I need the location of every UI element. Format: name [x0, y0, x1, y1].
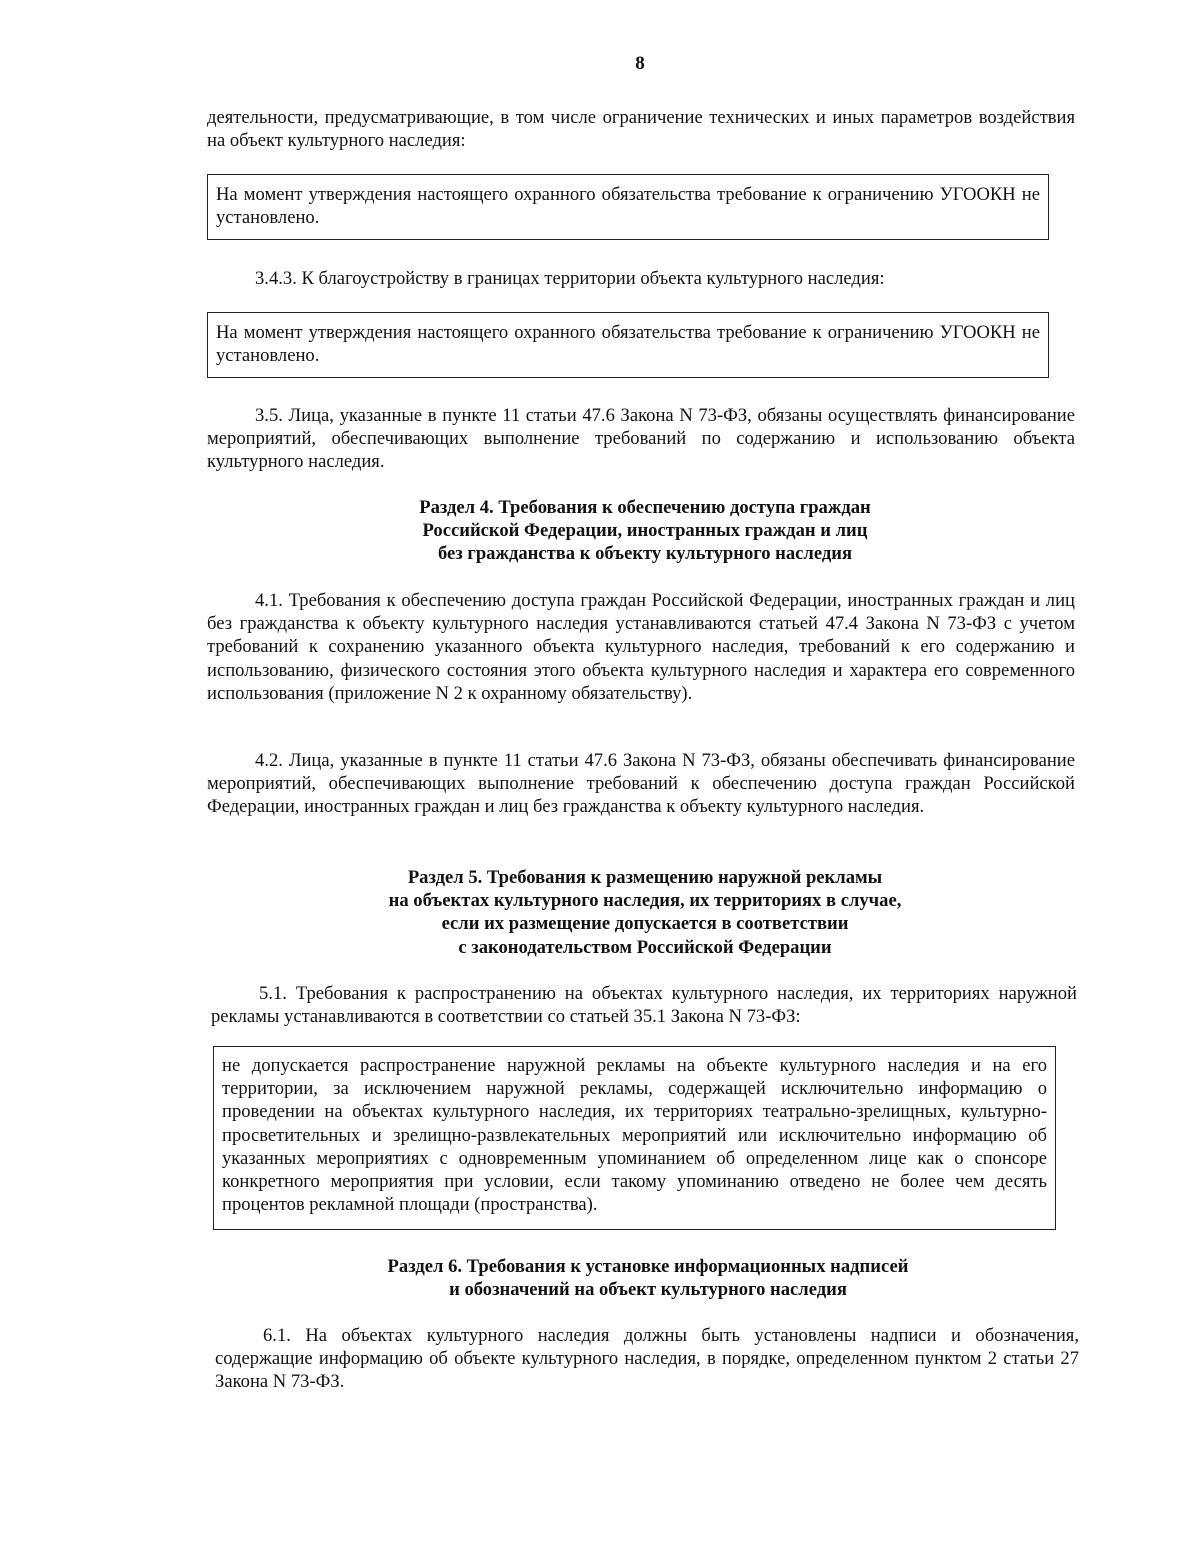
clause-3-5: 3.5. Лица, указанные в пункте 11 статьи 47.6 Закона N 73-ФЗ, обязаны осуществлять финансирование мероприятий, обеспечивающих выполнение требований по содержанию и использованию объекта культурного наследия. — [207, 405, 1075, 473]
clause-4-1: 4.1. Требования к обеспечению доступа граждан Российской Федерации, иностранных граждан и лиц без гражданства к объекту культурного наследия устанавливаются статьей 47.4 Закона N 73-ФЗ с учетом требований к сохранению указанного объекта культурного наследия, требований к его содержанию и использованию, физического состояния этого объекта культурного наследия и характера его современного использования (приложение N 2 к охранному обязательству). — [207, 590, 1075, 704]
section-5-heading — [195, 866, 1095, 959]
requirement-box-3-text: не допускается распространение наружной рекламы на объекте культурного наследия и на его территории, за исключением наружной рекламы, содержащей исключительно информацию о проведении на объектах культурного наследия, их территориях театрально-зрелищных, культурно-просветительных и зрелищно-развлекательных мероприятий или исключительно информацию об указанных мероприятиях с одновременным упоминанием об определенном лице как о спонсоре конкретного мероприятия при условии, если такому упоминанию отведено не более чем десять процентов рекламной площади (пространства). — [222, 1055, 1047, 1216]
requirement-box-1-text: На момент утверждения настоящего охранного обязательства требование к ограничению УГООКН не установлено. — [216, 184, 1040, 229]
section-4-heading — [195, 496, 1095, 566]
section-6-heading — [198, 1255, 1098, 1301]
requirement-box-2-text: На момент утверждения настоящего охранного обязательства требование к ограничению УГООКН не установлено. — [216, 322, 1040, 367]
section-5-heading-line: Раздел 5. Требования к размещению наружной рекламы — [407, 867, 883, 888]
section-6-heading-line: Раздел 6. Требования к установке информационных надписей — [387, 1256, 909, 1277]
intro-paragraph: деятельности, предусматривающие, в том числе ограничение технических и иных параметров воздействия на объект культурного наследия: — [207, 107, 1075, 152]
requirement-box-2 — [207, 312, 1049, 378]
clause-3-4-3: 3.4.3. К благоустройству в границах территории объекта культурного наследия: — [255, 268, 885, 289]
clause-5-1: 5.1. Требования к распространению на объектах культурного наследия, их территориях наружной рекламы устанавливаются в соответствии со статьей 35.1 Закона N 73-ФЗ: — [211, 983, 1077, 1028]
section-6-heading-line: и обозначений на объект культурного наследия — [449, 1279, 847, 1301]
requirement-box-3 — [213, 1046, 1056, 1230]
clause-6-1: 6.1. На объектах культурного наследия должны быть установлены надписи и обозначения, содержащие информацию об объекте культурного наследия, в порядке, определенном пунктом 2 статьи 27 Закона N 73-ФЗ. — [215, 1325, 1079, 1393]
section-4-heading-line: без гражданства к объекту культурного наследия — [437, 543, 853, 565]
section-5-heading-line: на объектах культурного наследия, их территориях в случае, — [388, 890, 902, 912]
requirement-box-1 — [207, 174, 1049, 240]
clause-4-2: 4.2. Лица, указанные в пункте 11 статьи 47.6 Закона N 73-ФЗ, обязаны обеспечивать финансирование мероприятий, обеспечивающих выполнение требований к обеспечению доступа граждан Российской Федерации, иностранных граждан и лиц без гражданства к объекту культурного наследия. — [207, 750, 1075, 818]
section-5-heading-line: с законодательством Российской Федерации — [458, 936, 832, 958]
page-number: 8 — [635, 53, 645, 74]
section-4-heading-line: Раздел 4. Требования к обеспечению доступа граждан — [419, 497, 871, 518]
section-5-heading-line: если их размещение допускается в соответствии — [441, 913, 849, 935]
section-4-heading-line: Российской Федерации, иностранных граждан и лиц — [422, 520, 868, 542]
